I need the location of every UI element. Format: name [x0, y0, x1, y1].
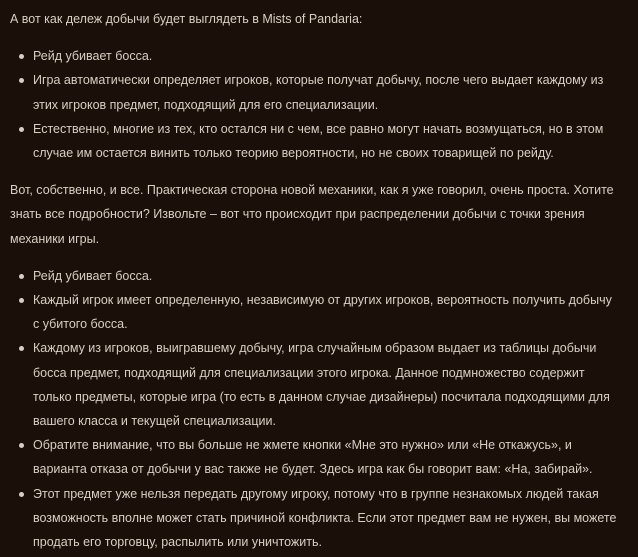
bullet-icon	[19, 127, 24, 132]
bullet-icon	[19, 274, 24, 279]
bullet-icon	[19, 346, 24, 351]
list-item	[10, 44, 628, 68]
list-item-text: Этот предмет уже нельзя передать другому игроку, потому что в группе незнакомых людей такая возможность вполне может стать причиной конфликта. Если этот предмет вам не нужен, вы можете продать его торговцу, распылить или уничтожить.	[33, 486, 617, 550]
list-item	[10, 336, 628, 433]
list-item	[10, 117, 628, 165]
summary-paragraph: Вот, собственно, и все. Практическая сторона новой механики, как я уже говорил, очень проста. Хотите знать все подробности? Извольте – вот что происходит при распределении добычи с точки зрения механики игры.	[10, 183, 614, 246]
list-item-text: Каждому из игроков, выигравшему добычу, игра случайным образом выдает из таблицы добычи босса предмет, подходящий для специализации этого игрока. Данное подмножество содержит только предметы, которые игра (то есть в данном случае дизайнеры) посчитала подходящими для вашего класса и текущей специализации.	[33, 341, 610, 429]
bullet-list-mechanics	[10, 264, 628, 554]
bullet-icon	[19, 443, 24, 448]
bullet-icon	[19, 492, 24, 497]
list-item-text: Игра автоматически определяет игроков, которые получат добычу, после чего выдает каждому из этих игроков предмет, подходящий для его специализации.	[33, 73, 604, 112]
list-item-text: Рейд убивает босса.	[33, 49, 153, 64]
bullet-icon	[19, 298, 24, 303]
list-item-text: Обратите внимание, что вы больше не жмете кнопки «Мне это нужно» или «Не откажусь», и варианта отказа от добычи у вас также не будет. Здесь игра как бы говорит вам: «На, забирай».	[33, 438, 593, 477]
bullet-icon	[19, 78, 24, 83]
intro-paragraph: А вот как дележ добычи будет выглядеть в Mists of Pandaria:	[10, 12, 363, 26]
list-item	[10, 68, 628, 116]
bullet-list-basic	[10, 44, 628, 165]
list-item-text: Рейд убивает босса.	[33, 268, 153, 283]
list-item-text: Каждый игрок имеет определенную, независимую от других игроков, вероятность получить добычу с убитого босса.	[33, 293, 612, 332]
list-item	[10, 288, 628, 336]
list-item-text: Естественно, многие из тех, кто остался ни с чем, все равно могут начать возмущаться, но в этом случае им остается винить только теорию вероятности, но не своих товарищей по рейду.	[33, 121, 604, 161]
list-item	[10, 433, 628, 481]
bullet-icon	[19, 54, 24, 59]
list-item	[10, 482, 628, 555]
list-item	[10, 264, 628, 288]
